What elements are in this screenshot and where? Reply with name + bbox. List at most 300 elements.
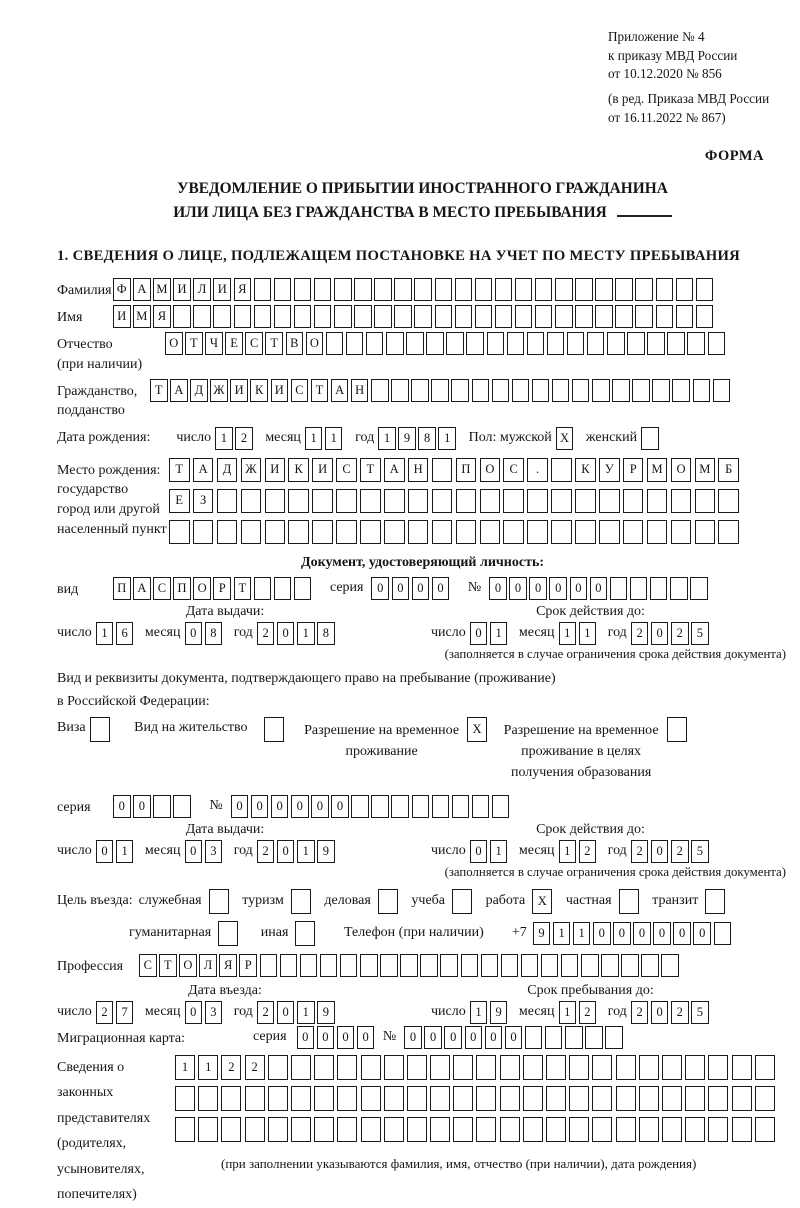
char-box: 0 [251,795,269,818]
empty-box [635,305,653,328]
char-box: 0 [489,577,507,600]
char-box: 0 [613,922,631,945]
empty-box [555,278,573,301]
char-box: Т [150,379,168,402]
empty-box [575,520,596,544]
empty-box [288,520,309,544]
empty-box [541,954,559,977]
char-box: К [288,458,309,482]
empty-box [546,1117,566,1142]
valid-until-heading: Срок действия до: [536,603,645,619]
char-box: 0 [693,922,711,945]
purpose-label: Цель въезда: [57,893,133,909]
empty-box [623,520,644,544]
doc-series-label: серия [329,579,364,595]
empty-box [575,278,593,301]
empty-box [254,305,272,328]
empty-box [431,379,449,402]
empty-box [291,1086,311,1111]
char-box: М [153,278,171,301]
empty-box [546,1055,566,1080]
char-box: Т [311,379,329,402]
empty-box [360,489,381,513]
char-box: 2 [257,1001,275,1024]
empty-box [169,520,190,544]
empty-box [217,520,238,544]
empty-box [175,1117,195,1142]
female-checkbox [641,427,659,450]
char-box: С [336,458,357,482]
purpose-row2 [129,921,788,946]
empty-box [685,1117,705,1142]
char-box: 0 [653,922,671,945]
stay-month-boxes [559,1001,599,1024]
doc-type-label: вид [57,581,79,597]
empty-box [384,520,405,544]
visa-label: Виза [57,719,86,735]
residence-number-boxes [231,795,512,818]
empty-box [671,520,692,544]
char-box: А [133,577,151,600]
empty-box [713,379,731,402]
char-box: 1 [490,840,508,863]
empty-box [546,1086,566,1111]
empty-box [532,379,550,402]
char-box: 5 [691,1001,709,1024]
empty-box [294,305,312,328]
char-box: Н [408,458,429,482]
representatives-label: Сведения о законных представителях (родителях, усыновителях, попечителях) [57,1059,151,1203]
empty-box [371,795,389,818]
empty-box [412,795,430,818]
vid-na-zhitelstvo-checkbox [264,717,284,742]
char-box: И [230,379,248,402]
char-box: О [671,458,692,482]
empty-box [718,489,739,513]
char-box: 0 [371,577,389,600]
year-label: год [607,1004,627,1020]
section1-heading: 1. СВЕДЕНИЯ О ЛИЦЕ, ПОДЛЕЖАЩЕМ ПОСТАНОВКЕ НА УЧЕТ ПО МЕСТУ ПРЕБЫВАНИЯ [57,248,741,265]
appendix-line: Приложение № 4 [608,29,705,44]
char-box: О [306,332,324,355]
day-label: число [431,1004,466,1020]
purpose-official-item: служебная [139,889,232,914]
char-box: Р [623,458,644,482]
empty-box [346,332,364,355]
char-box: 1 [116,840,134,863]
empty-box [523,1055,543,1080]
empty-box [371,379,389,402]
empty-box [466,332,484,355]
empty-box [173,795,191,818]
doc-issue-month-boxes [185,622,225,645]
empty-box [241,520,262,544]
profession-boxes [139,954,682,977]
empty-box [495,305,513,328]
issue-date-heading: Дата выдачи: [185,603,265,619]
birth-date-label: Дата рождения: [57,430,151,446]
birth-place-boxes [169,458,742,551]
birth-place-boxes-row1 [169,458,742,482]
char-box: 0 [317,1026,335,1049]
month-label: месяц [518,843,555,859]
empty-box [523,1117,543,1142]
char-box: М [133,305,151,328]
purpose-humanitarian-item: гуманитарная [129,921,241,946]
empty-box [662,1117,682,1142]
empty-box [432,795,450,818]
empty-box [360,954,378,977]
char-box: К [575,458,596,482]
char-box: 1 [438,427,456,450]
char-box: 0 [444,1026,462,1049]
char-box: 0 [133,795,151,818]
empty-box [575,305,593,328]
entry-dates [57,983,788,1024]
char-box: 1 [175,1055,195,1080]
char-box: 9 [317,840,335,863]
char-box: 2 [671,622,689,645]
purpose-work-checkbox: X [532,889,552,914]
empty-box [492,795,510,818]
month-label: месяц [144,625,181,641]
empty-box [527,520,548,544]
empty-box [198,1086,218,1111]
empty-box [432,489,453,513]
char-box: 0 [529,577,547,600]
doc-number-boxes [489,577,710,600]
char-box: 0 [505,1026,523,1049]
char-box: О [179,954,197,977]
revision-line: от 16.11.2022 № 867) [608,109,726,125]
empty-box [647,489,668,513]
migration-number-boxes [404,1026,625,1049]
empty-box [685,1086,705,1111]
month-label: месяц [144,843,181,859]
char-box: 5 [691,622,709,645]
char-box: 1 [559,622,577,645]
empty-box [671,489,692,513]
empty-box [384,1055,404,1080]
empty-box [480,520,501,544]
char-box: 0 [485,1026,503,1049]
empty-box [495,278,513,301]
empty-box [300,954,318,977]
empty-box [314,1086,334,1111]
residence-issue-day-boxes [96,840,136,863]
empty-box [610,577,628,600]
year-label: год [607,625,627,641]
char-box: З [193,489,214,513]
char-box: 0 [673,922,691,945]
empty-box [515,305,533,328]
char-box: 2 [579,840,597,863]
stay-day-boxes [470,1001,510,1024]
empty-box [312,489,333,513]
char-box: И [213,278,231,301]
char-box: 0 [651,840,669,863]
empty-box [487,332,505,355]
empty-box [492,379,510,402]
char-box: 9 [533,922,551,945]
empty-box [456,520,477,544]
migration-card-row [57,1026,788,1049]
empty-box [221,1117,241,1142]
empty-box [551,458,572,482]
empty-box [500,1055,520,1080]
empty-box [391,795,409,818]
empty-box [472,379,490,402]
char-box: 0 [470,622,488,645]
empty-box [430,1117,450,1142]
char-box: Я [219,954,237,977]
empty-box [407,1055,427,1080]
char-box: 5 [691,840,709,863]
char-box: А [331,379,349,402]
empty-box [456,489,477,513]
profession-label: Профессия [57,958,124,974]
empty-box [507,332,525,355]
empty-box [708,1086,728,1111]
char-box: 1 [305,427,323,450]
residence-doc-series-row [57,795,788,818]
empty-box [193,520,214,544]
empty-box [291,1055,311,1080]
empty-box [652,379,670,402]
char-box: К [250,379,268,402]
char-box: 0 [404,1026,422,1049]
char-box: Д [190,379,208,402]
empty-box [607,332,625,355]
char-box: А [170,379,188,402]
year-label: год [233,625,253,641]
empty-box [605,1026,623,1049]
empty-box [351,795,369,818]
empty-box [592,1117,612,1142]
char-box: 0 [271,795,289,818]
empty-box [414,305,432,328]
empty-box [394,305,412,328]
char-box: 0 [337,1026,355,1049]
char-box: Т [360,458,381,482]
birth-date-row [57,427,788,450]
char-box: В [286,332,304,355]
empty-box [366,332,384,355]
profession-row [57,954,788,977]
empty-box [708,1117,728,1142]
empty-box [173,305,191,328]
empty-box [635,278,653,301]
empty-box [274,305,292,328]
char-box: П [113,577,131,600]
char-box: И [271,379,289,402]
empty-box [696,305,714,328]
char-box: Ч [205,332,223,355]
empty-box [630,577,648,600]
char-box: 0 [357,1026,375,1049]
birth-day-boxes [215,427,255,450]
char-box: А [384,458,405,482]
empty-box [435,305,453,328]
empty-box [475,278,493,301]
residence-expiry-month-boxes [559,840,599,863]
char-box: 8 [205,622,223,645]
empty-box [685,1055,705,1080]
empty-box [547,332,565,355]
char-box: Б [718,458,739,482]
empty-box [217,489,238,513]
empty-box [545,1026,563,1049]
form-title-line1: УВЕДОМЛЕНИЕ О ПРИБЫТИИ ИНОСТРАННОГО ГРАЖДАНИНА [177,179,668,197]
empty-box [515,278,533,301]
empty-box [481,954,499,977]
empty-box [718,520,739,544]
valid-until-heading: Срок действия до: [536,821,645,837]
empty-box [314,1055,334,1080]
purpose-transit-item: транзит [652,889,728,914]
empty-box [455,305,473,328]
empty-box [380,954,398,977]
empty-box [500,1086,520,1111]
char-box: И [173,278,191,301]
empty-box [314,1117,334,1142]
day-label: число [57,1004,92,1020]
char-box: С [291,379,309,402]
empty-box [632,379,650,402]
empty-box [432,520,453,544]
sex-male-label: Пол: мужской [468,430,552,446]
char-box: С [245,332,263,355]
appendix-block [608,28,788,128]
empty-box [408,489,429,513]
number-label: № [382,1028,397,1044]
purpose-row [57,889,788,914]
empty-box [500,1117,520,1142]
empty-box [641,954,659,977]
empty-box [280,954,298,977]
purpose-tourism-item: туризм [242,889,313,914]
char-box: О [165,332,183,355]
empty-box [472,795,490,818]
empty-box [193,305,211,328]
residence-issue-month-boxes [185,840,225,863]
empty-box [575,489,596,513]
migration-card-label: Миграционная карта: [57,1030,186,1046]
empty-box [475,305,493,328]
char-box: Е [169,489,190,513]
doc-type-boxes [113,577,314,600]
forma-label: ФОРМА [704,147,764,164]
char-box: 0 [185,1001,203,1024]
empty-box [621,954,639,977]
char-box: О [480,458,501,482]
empty-box [374,305,392,328]
purpose-transit-checkbox [705,889,725,914]
empty-box [260,954,278,977]
char-box: 1 [553,922,571,945]
empty-box [708,1055,728,1080]
empty-box [384,1117,404,1142]
empty-box [693,379,711,402]
visa-checkbox [90,717,110,742]
char-box: А [133,278,151,301]
empty-box [334,305,352,328]
form-title [57,177,788,225]
empty-box [451,379,469,402]
char-box: 0 [291,795,309,818]
temp-residence-checkbox: X [467,717,487,742]
empty-box [690,577,708,600]
char-box: Я [234,278,252,301]
empty-box [430,1086,450,1111]
empty-box [221,1086,241,1111]
birth-place-row [57,458,788,551]
empty-box [480,489,501,513]
empty-box [361,1055,381,1080]
given-name-label: Имя [57,310,83,326]
char-box: М [647,458,668,482]
stay-year-boxes [631,1001,711,1024]
day-label: число [431,625,466,641]
representatives-row [57,1055,788,1208]
representatives-boxes-row2 [175,1086,778,1111]
char-box: 2 [631,622,649,645]
empty-box [408,520,429,544]
char-box: 1 [378,427,396,450]
char-box: М [695,458,716,482]
char-box: 8 [418,427,436,450]
empty-box [535,305,553,328]
char-box: 0 [651,1001,669,1024]
empty-box [676,305,694,328]
male-checkbox: X [556,427,574,450]
empty-box [435,278,453,301]
patronymic-boxes [165,332,728,355]
char-box: 3 [205,1001,223,1024]
char-box: И [265,458,286,482]
empty-box [592,1055,612,1080]
char-box: 0 [432,577,450,600]
number-label: № [209,797,223,813]
month-label: месяц [144,1004,181,1020]
day-label: число [431,843,466,859]
empty-box [268,1055,288,1080]
empty-box [572,379,590,402]
empty-box [615,278,633,301]
phone-boxes [533,922,734,945]
char-box: 9 [398,427,416,450]
empty-box [592,379,610,402]
empty-box [612,379,630,402]
doc-number-label: № [467,579,482,595]
char-box: 3 [205,840,223,863]
doc-expiry-day-boxes [470,622,510,645]
temp-residence-education-checkbox [667,717,687,742]
empty-box [453,1055,473,1080]
empty-box [616,1086,636,1111]
char-box: 2 [579,1001,597,1024]
char-box: Л [199,954,217,977]
char-box: 2 [671,1001,689,1024]
purpose-other-checkbox [295,921,315,946]
empty-box [623,489,644,513]
empty-box [337,1086,357,1111]
empty-box [476,1117,496,1142]
char-box: 1 [325,427,343,450]
char-box: О [193,577,211,600]
empty-box [374,278,392,301]
empty-box [426,332,444,355]
